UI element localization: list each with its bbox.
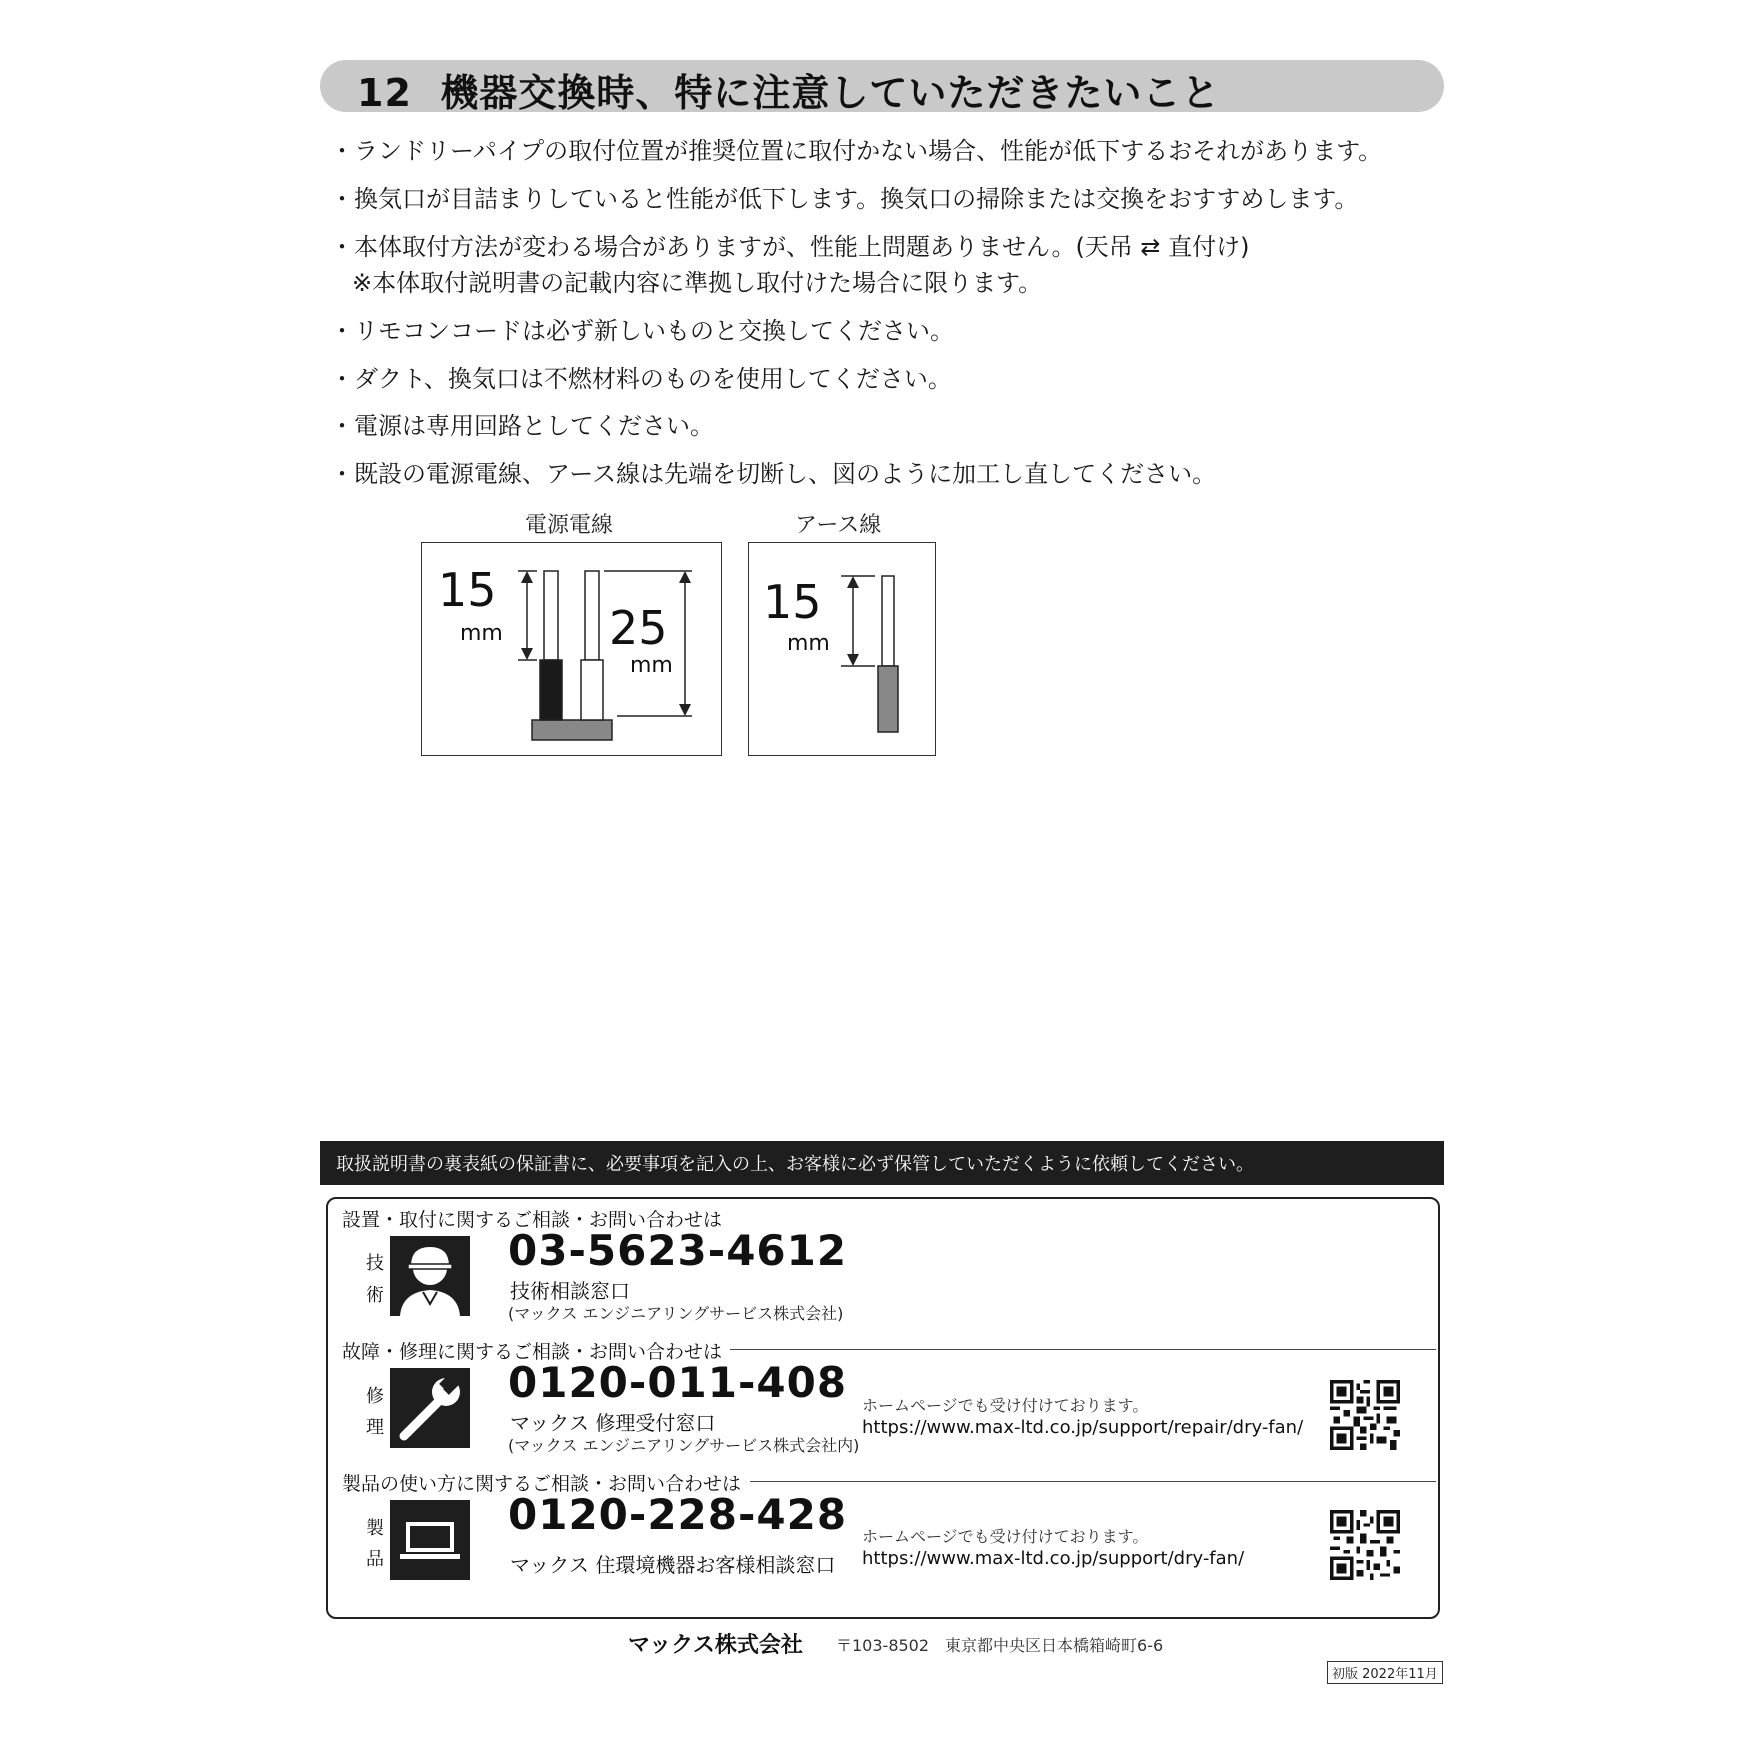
dim-15-value: 15 [438,563,497,617]
side-label-char: 修 [366,1386,384,1407]
url-product[interactable]: https://www.max-ltd.co.jp/support/dry-fan/ [862,1548,1245,1569]
desk-technical: 技術相談窓口 [510,1279,630,1303]
phone-technical[interactable]: 03-5623-4612 [508,1226,848,1275]
section-title [357,62,1220,117]
company-technical: (マックス エンジニアリングサービス株式会社) [508,1304,844,1323]
earth-dim-unit: mm [787,631,830,656]
edition-badge: 初版 2022年11月 [1327,1661,1443,1684]
dim-25-unit: mm [630,653,673,678]
earth-wire-label: アース線 [795,513,882,538]
side-label-char: 術 [366,1285,384,1306]
company-repair: (マックス エンジニアリングサービス株式会社内) [508,1436,860,1455]
side-label-char: 品 [366,1549,384,1570]
bullet-item: ・ダクト、換気口は不燃材料のものを使用してください。 [330,365,952,393]
desk-product: マックス 住環境機器お客様相談窓口 [510,1553,836,1577]
earth-dim-value: 15 [763,575,822,629]
desk-repair: マックス 修理受付窓口 [510,1411,716,1435]
bullet-item: ・リモコンコードは必ず新しいものと交換してください。 [330,317,954,345]
power-wire-diagram [421,542,722,756]
contact-heading-product: 製品の使い方に関するご相談・お問い合わせは [342,1469,749,1496]
section-divider [750,1481,1436,1482]
bullet-item: ・換気口が目詰まりしていると性能が低下します。換気口の掃除または交換をおすすめします。 [330,185,1359,213]
dim-15-unit: mm [460,621,503,646]
phone-repair[interactable]: 0120-011-408 [508,1358,848,1407]
notice-text: 取扱説明書の裏表紙の保証書に、必要事項を記入の上、お客様に必ず保管していただくように依頼してください。 [336,1154,1254,1175]
power-wire-label: 電源電線 [525,513,614,538]
earth-wire-diagram [748,542,936,756]
url-repair[interactable]: https://www.max-ltd.co.jp/support/repair/dry-fan/ [862,1417,1304,1438]
laptop-icon [390,1500,470,1580]
dim-25-value: 25 [609,601,668,655]
bullet-item: ・本体取付方法が変わる場合がありますが、性能上問題ありません。(天吊 ⇄ 直付け) [330,233,1250,261]
phone-product[interactable]: 0120-228-428 [508,1490,848,1539]
section-divider [730,1349,1436,1350]
bullet-note: ※本体取付説明書の記載内容に準拠し取付けた場合に限ります。 [352,269,1043,297]
technician-icon [390,1236,470,1316]
qr-code-icon[interactable] [1330,1380,1400,1450]
side-label-char: 理 [366,1417,384,1438]
section-title-text: 機器交換時、特に注意していただきたいこと [440,71,1221,115]
contact-heading-repair: 故障・修理に関するご相談・お問い合わせは [342,1337,730,1364]
qr-code-icon[interactable] [1330,1510,1400,1580]
bullet-item: ・既設の電源電線、アース線は先端を切断し、図のように加工し直してください。 [330,460,1217,488]
contact-heading-technical: 設置・取付に関するご相談・お問い合わせは [342,1205,730,1232]
company-name: マックス株式会社 [628,1633,803,1658]
wrench-icon [390,1368,470,1448]
bullet-item: ・電源は専用回路としてください。 [330,412,714,440]
section-number: 12 [357,71,412,115]
side-label-char: 技 [366,1253,384,1274]
bullet-item: ・ランドリーパイプの取付位置が推奨位置に取付かない場合、性能が低下するおそれがあります。 [330,137,1383,165]
hp-note-repair: ホームページでも受け付けております。 [862,1396,1149,1415]
company-address: 〒103-8502 東京都中央区日本橋箱崎町6-6 [836,1636,1164,1655]
side-label-char: 製 [366,1518,384,1539]
hp-note-product: ホームページでも受け付けております。 [862,1527,1149,1546]
